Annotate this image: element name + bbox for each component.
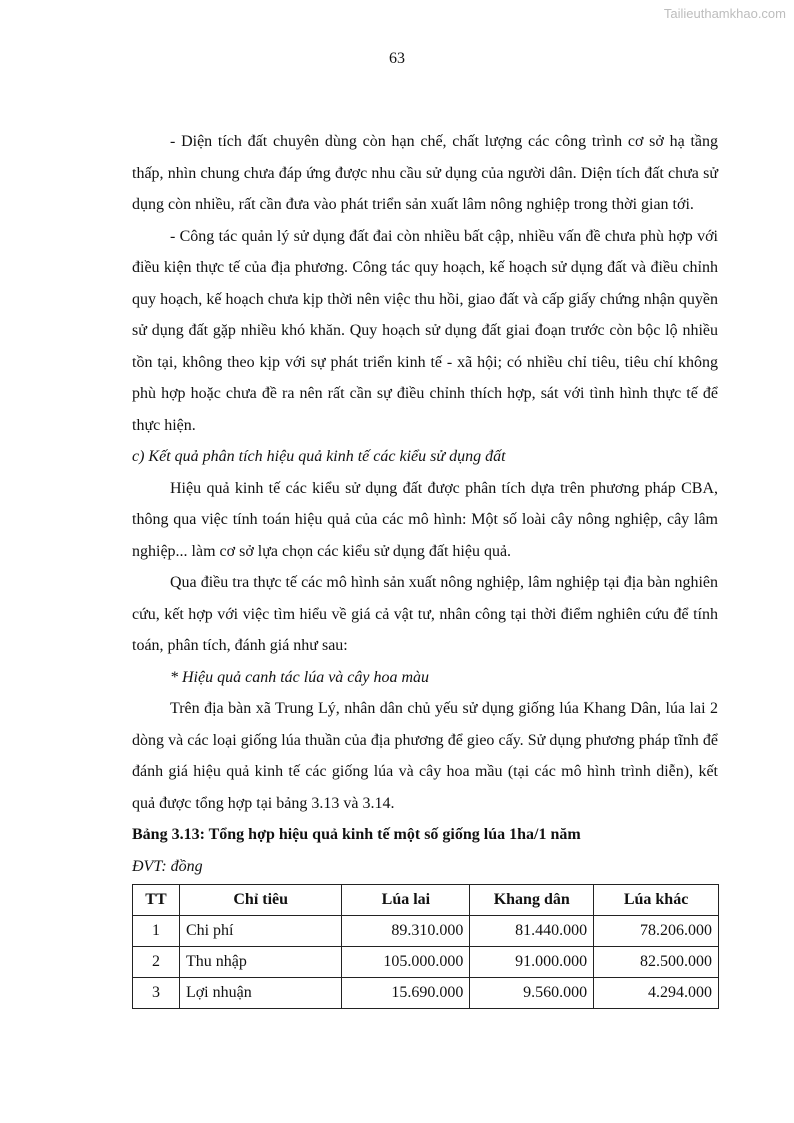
page-number: 63 xyxy=(389,50,405,67)
header-hybrid-rice: Lúa lai xyxy=(342,885,470,916)
paragraph-trung-ly: Trên địa bàn xã Trung Lý, nhân dân chủ yếu sử dụng giống lúa Khang Dân, lúa lai 2 dòng và các loại giống lúa thuần của địa phương để gieo cấy. Sử dụng phương pháp tĩnh để đánh giá hiệu quả kinh tế các giống lúa và cây hoa mầu (tại các mô hình trình diễn), kết quả được tổng hợp tại bảng 3.13 và 3.14. xyxy=(132,700,718,812)
cell-value: 82.500.000 xyxy=(594,947,719,978)
table-row xyxy=(133,978,719,1009)
cell-value: 91.000.000 xyxy=(470,947,594,978)
table-row xyxy=(133,947,719,978)
row-index: 1 xyxy=(133,916,180,947)
table-header-row xyxy=(133,885,719,916)
cell-value: 105.000.000 xyxy=(342,947,470,978)
row-indicator: Thu nhập xyxy=(179,947,342,978)
header-indicator: Chỉ tiêu xyxy=(179,885,342,916)
paragraph-land-use: - Diện tích đất chuyên dùng còn hạn chế, chất lượng các công trình cơ sở hạ tầng thấp, nhìn chung chưa đáp ứng được nhu cầu sử dụng của người dân. Diện tích đất chưa sử dụng còn nhiều, rất cần đưa vào phát triển sản xuất lâm nông nghiệp trong thời gian tới. xyxy=(132,133,718,213)
section-heading-c: c) Kết quả phân tích hiệu quả kinh tế các kiểu sử dụng đất xyxy=(132,448,506,465)
cell-value: 15.690.000 xyxy=(342,978,470,1009)
paragraph-survey: Qua điều tra thực tế các mô hình sản xuất nông nghiệp, lâm nghiệp tại địa bàn nghiên cứu, kết hợp với việc tìm hiểu về giá cả vật tư, nhân công tại thời điểm nghiên cứu để tính toán, phân tích, đánh giá như sau: xyxy=(132,574,718,654)
cell-value: 89.310.000 xyxy=(342,916,470,947)
cell-value: 81.440.000 xyxy=(470,916,594,947)
row-index: 3 xyxy=(133,978,180,1009)
header-tt: TT xyxy=(133,885,180,916)
header-khang-dan: Khang dân xyxy=(470,885,594,916)
watermark: Tailieuthamkhao.com xyxy=(663,6,786,21)
cell-value: 4.294.000 xyxy=(594,978,719,1009)
row-indicator: Lợi nhuận xyxy=(179,978,342,1009)
cell-value: 78.206.000 xyxy=(594,916,719,947)
table-unit: ĐVT: đồng xyxy=(132,857,203,875)
row-indicator: Chi phí xyxy=(179,916,342,947)
subheading-rice: * Hiệu quả canh tác lúa và cây hoa màu xyxy=(170,668,430,686)
table-caption: Bảng 3.13: Tổng hợp hiệu quả kinh tế một số giống lúa 1ha/1 năm xyxy=(132,826,581,843)
rice-efficiency-table xyxy=(132,884,719,1009)
table-row xyxy=(133,916,719,947)
paragraph-land-management: - Công tác quản lý sử dụng đất đai còn nhiều bất cập, nhiều vấn đề chưa phù hợp với điều kiện thực tế của địa phương. Công tác quy hoạch, kế hoạch sử dụng đất và điều chỉnh quy hoạch, kế hoạch chưa kịp thời nên việc thu hồi, giao đất và cấp giấy chứng nhận quyền sử dụng đất gặp nhiều khó khăn. Quy hoạch sử dụng đất giai đoạn trước còn bộc lộ nhiều tồn tại, không theo kịp với sự phát triển kinh tế - xã hội; có nhiều chỉ tiêu, tiêu chí không phù hợp hoặc chưa đề ra nên rất cần sự điều chỉnh thích hợp, sát với tình hình thực tế để thực hiện. xyxy=(132,227,718,434)
header-other-rice: Lúa khác xyxy=(594,885,719,916)
document-body xyxy=(132,126,718,1009)
paragraph-cba: Hiệu quả kinh tế các kiểu sử dụng đất được phân tích dựa trên phương pháp CBA, thông qua việc tính toán hiệu quả của các mô hình: Một số loài cây nông nghiệp, cây lâm nghiệp... làm cơ sở lựa chọn các kiểu sử dụng đất hiệu quả. xyxy=(132,479,718,560)
cell-value: 9.560.000 xyxy=(470,978,594,1009)
row-index: 2 xyxy=(133,947,180,978)
